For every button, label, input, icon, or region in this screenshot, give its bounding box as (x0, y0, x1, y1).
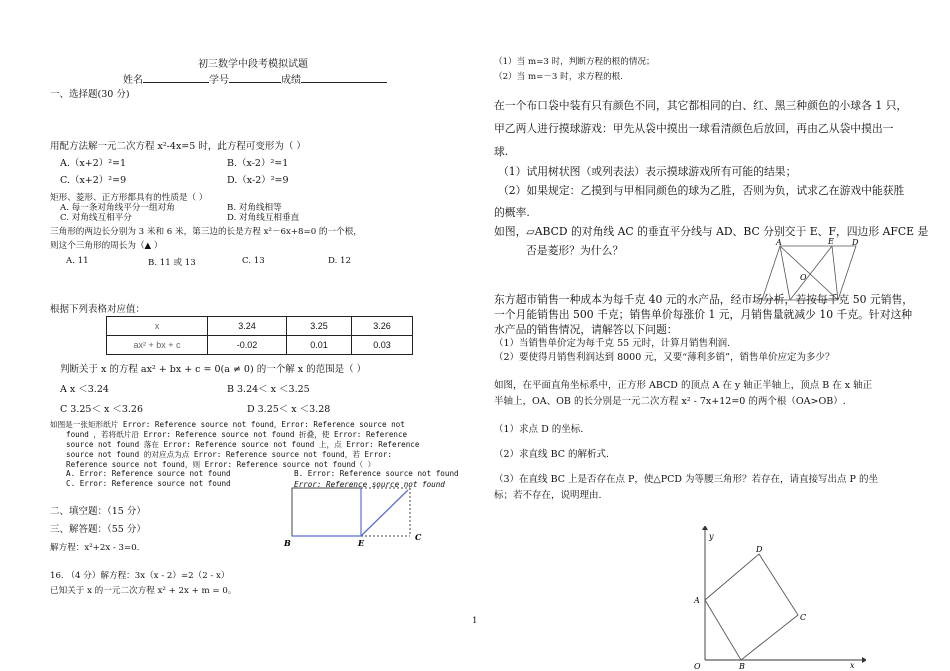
ball-problem-line: 球. (494, 145, 509, 158)
name-label: 姓名 (123, 75, 143, 86)
sales-problem-sub1: （1）当销售单价定为每千克 55 元时，计算月销售利润. (494, 338, 731, 349)
rhombus-question-line1: 如图，▱ABCD 的对角线 AC 的垂直平分线与 AD、BC 分别交于 E、F，四边形 AFCE 是 (494, 225, 929, 238)
sales-problem-line: 东方超市销售一种成本为每千克 40 元的水产品，经市场分析，若按每千克 50 元销售， (494, 293, 914, 306)
question-3-line1: 三角形的两边长分别为 3 米和 6 米，第三边的长是方程 x²－6x+8=0 的一个根， (50, 227, 362, 237)
page-number: 1 (472, 616, 478, 626)
rectangle-fold-figure (284, 478, 434, 550)
q1-option-c: C.（x+2）²=9 (60, 175, 127, 186)
q5-line: Reference source not found，则 Error: Reference source not found（ ） (66, 460, 376, 469)
sales-problem-line: 一个月能销售出 500 千克；销售单价每涨价 1 元，月销售量就减少 10 千克。针对这种 (494, 308, 913, 321)
id-blank[interactable] (229, 82, 281, 83)
q1-option-d: D.（x-2）²=9 (227, 175, 289, 186)
origin-label: O (694, 662, 701, 670)
section-fill-heading: 二、填空题：（15 分） (50, 506, 146, 517)
table-cell: 0.03 (352, 336, 413, 355)
fig-label-o: O (800, 273, 807, 282)
q5-line: source not found 的对应点为点 Error: Reference source not found，若 Error: (66, 450, 392, 459)
q4-judge: 判断关于 x 的方程 ax² + bx + c = 0(a ≠ 0) 的一个解 x 的范围是（ ） (60, 364, 367, 375)
coord-problem-line: 半轴上，OA、OB 的长分别是一元二次方程 x² - 7x+12=0 的两个根（OA>OB）. (494, 396, 846, 407)
q5-line: 如图是一张矩形纸片 Error: Reference source not found，Error: Reference source not (50, 420, 405, 429)
q17-sub1: （1）当 m=3 时，判断方程的根的情况； (494, 57, 655, 67)
coord-problem-sub3b: 标；若不存在，说明理由. (494, 490, 602, 501)
table-row (107, 317, 413, 336)
q1-option-a: A.（x+2）²=1 (60, 158, 127, 169)
q2-option-b: B. 对角线相等 (227, 203, 282, 213)
square-abef (292, 488, 361, 536)
ball-problem-sub2: （2）如果规定：乙摸到与甲相同颜色的球为乙胜，否则为负，试求乙在游戏中能获胜 (498, 184, 905, 197)
q1-option-b: B.（x-2）²=1 (227, 158, 289, 169)
score-blank[interactable] (301, 82, 387, 83)
student-info-row (123, 71, 387, 86)
question-2: 矩形、菱形、正方形都具有的性质是（ ） (50, 193, 208, 203)
coord-problem-sub2: （2）求直线 BC 的解析式. (494, 449, 610, 460)
question-3-line2: 则这个三角形的周长为（▲ ） (50, 241, 163, 251)
q2-option-d: D. 对角线互相垂直 (227, 213, 300, 223)
ball-problem-line: 甲乙两人进行摸球游戏：甲先从袋中摸出一球看清颜色后放回，再由乙从袋中摸出一 (494, 122, 894, 135)
question-17: 已知关于 x 的一元二次方程 x² + 2x + m = 0。 (50, 586, 237, 596)
point-label-a: A (694, 596, 700, 605)
question-16: 16. （4 分）解方程：3x（x - 2）=2（2 - x） (50, 571, 230, 581)
coord-problem-sub1: （1）求点 D 的坐标. (494, 424, 584, 435)
fold-line (361, 490, 408, 536)
q3-option-b: B. 11 或 13 (148, 258, 196, 268)
table-cell: 3.24 (208, 317, 287, 336)
fig-label-e: E (828, 237, 834, 246)
q4-option-d: D 3.25＜ x ＜3.28 (247, 404, 331, 415)
table-cell: 0.01 (287, 336, 352, 355)
fig-label-a: A (776, 238, 782, 247)
section-answer-heading: 三、解答题：（55 分） (50, 524, 146, 535)
sales-problem-line: 水产品的销售情况，请解答以下问题： (494, 323, 678, 336)
value-table (106, 316, 413, 355)
q5-option-c: C. Error: Reference source not found (66, 479, 231, 488)
table-cell: ax² + bx + c (107, 336, 208, 355)
point-label-c: C (800, 613, 807, 622)
q5-option-b: B. Error: Reference source not found (294, 469, 459, 478)
question-4: 根据下列表格对应值： (50, 304, 146, 315)
q5-option-a: A. Error: Reference source not found (66, 469, 231, 478)
fig-label-c: C (415, 532, 422, 542)
id-label: 学号 (209, 75, 229, 86)
fig-label-e: E (358, 538, 365, 548)
q3-option-d: D. 12 (328, 256, 351, 266)
fig-label-b: B (284, 538, 291, 548)
table-cell: 3.25 (287, 317, 352, 336)
section-choice-heading: 一、选择题(30 分) (50, 89, 130, 100)
point-label-b: B (739, 662, 745, 670)
rhombus-question-line2: 否是菱形？为什么？ (526, 244, 624, 257)
name-blank[interactable] (143, 82, 209, 83)
ball-problem-sub2b: 的概率. (494, 206, 530, 219)
solve-equation-1: 解方程：x²+2x - 3=0. (50, 543, 140, 553)
axis-label-y: y (709, 532, 714, 541)
sales-problem-sub2: （2）要使得月销售利润达到 8000 元，又要“薄利多销”，销售单价应定为多少？ (494, 352, 835, 363)
axis-label-x: x (850, 661, 855, 670)
coord-problem-line: 如图，在平面直角坐标系中，正方形 ABCD 的顶点 A 在 y 轴正半轴上，顶点 B 在 x 轴正 (494, 380, 873, 391)
fig-label-d: D (852, 238, 859, 247)
ball-problem-sub1: （1）试用树状图（或列表法）表示摸球游戏所有可能的结果； (498, 165, 797, 178)
q5-figure-caption: Error: Reference source not found (294, 480, 445, 489)
score-label: 成绩 (281, 75, 301, 86)
q4-option-b: B 3.24＜ x ＜3.25 (227, 384, 310, 395)
table-cell: 3.26 (352, 317, 413, 336)
q17-sub2: （2）当 m=－3 时，求方程的根. (494, 72, 624, 82)
ball-problem-line: 在一个布口袋中装有只有颜色不同，其它都相同的白、红、黑三种颜色的小球各 1 只， (494, 99, 908, 112)
point-label-d: D (756, 545, 763, 554)
coordinate-figure (686, 526, 866, 670)
question-1: 用配方法解一元二次方程 x²-4x=5 时，此方程可变形为（ ） (50, 141, 306, 152)
q2-option-c: C. 对角线互相平分 (60, 213, 132, 223)
table-cell: -0.02 (208, 336, 287, 355)
square-abcd (705, 554, 798, 660)
q2-option-a: A. 每一条对角线平分一组对角 (60, 203, 175, 213)
q3-option-a: A. 11 (66, 256, 89, 266)
q4-option-c: C 3.25＜ x ＜3.26 (60, 404, 143, 415)
q3-option-c: C. 13 (242, 256, 265, 266)
table-row (107, 336, 413, 355)
coord-problem-sub3: （3）在直线 BC 上是否存在点 P，使△PCD 为等腰三角形？若存在，请直接写出点 P 的坐 (494, 474, 878, 485)
q5-line: found ，若将纸片沿 Error: Reference source not found 折叠，使 Error: Reference (66, 430, 408, 439)
q4-option-a: A x ＜3.24 (60, 384, 109, 395)
q5-line: source not found 落在 Error: Reference source not found 上，点 Error: Reference (66, 440, 420, 449)
table-cell: x (107, 317, 208, 336)
exam-title: 初三数学中段考模拟试题 (198, 59, 308, 70)
